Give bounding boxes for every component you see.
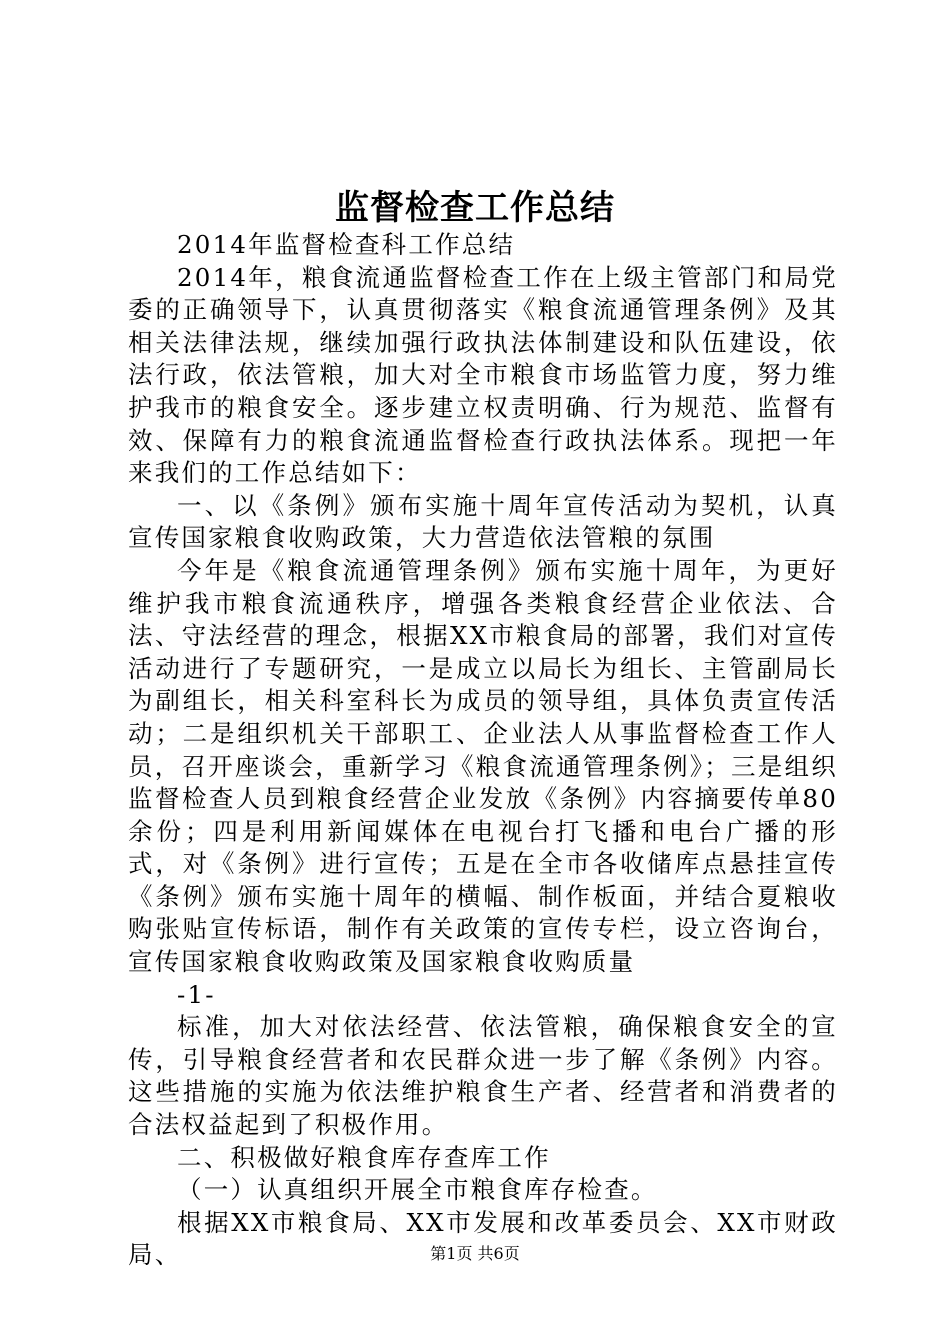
subsection-heading: （一）认真组织开展全市粮食库存检查。	[177, 1175, 658, 1205]
subtitle-paragraph: 2014年监督检查科工作总结	[177, 230, 516, 259]
document-body	[128, 229, 838, 1272]
section-one-paragraph: 今年是《粮食流通管理条例》颁布实施十周年，为更好维护我市粮食流通秩序，增强各类粮食经营企业依法、合法、守法经营的理念，根据XX市粮食局的部署，我们对宣传活动进行了专题研究，一是成立以局长为组长、主管副局长为副组长，相关科室科长为成员的领导组，具体负责宣传活动；二是组织机关干部职工、企业法人从事监督检查工作人员，召开座谈会，重新学习《粮食流通管理条例》；三是组织监督检查人员到粮食经营企业发放《条例》内容摘要传单80余份；四是利用新闻媒体在电视台打飞播和电台广播的形式，对《条例》进行宣传；五是在全市各收储库点悬挂宣传《条例》颁布实施十周年的横幅、制作板面，并结合夏粮收购张贴宣传标语，制作有关政策的宣传专栏，设立咨询台，宣传国家粮食收购政策及国家粮食收购质量	[128, 555, 838, 977]
continuation-paragraph: 标准，加大对依法经营、依法管粮，确保粮食安全的宣传，引导粮食经营者和农民群众进一步了解《条例》内容。这些措施的实施为依法维护粮食生产者、经营者和消费者的合法权益起到了积极作用。	[128, 1012, 838, 1140]
section-one-heading: 一、以《条例》颁布实施十周年宣传活动为契机，认真宣传国家粮食收购政策，大力营造依法管粮的氛围	[128, 490, 838, 553]
intro-paragraph: 2014年，粮食流通监督检查工作在上级主管部门和局党委的正确领导下，认真贯彻落实《粮食流通管理条例》及其相关法律法规，继续加强行政执法体制建设和队伍建设，依法行政，依法管粮，加大对全市粮食市场监管力度，努力维护我市的粮食安全。逐步建立权责明确、行为规范、监督有效、保障有力的粮食流通监督检查行政执法体系。现把一年来我们的工作总结如下：	[128, 262, 838, 488]
page-footer: 第1页 共6页	[430, 1244, 520, 1263]
page-title: 监督检查工作总结	[335, 188, 615, 228]
inline-page-number: -1-	[177, 979, 216, 1009]
subsection-paragraph: 根据XX市粮食局、XX市发展和改革委员会、XX市财政局、	[128, 1207, 838, 1270]
section-two-heading: 二、积极做好粮食库存查库工作	[177, 1142, 551, 1172]
